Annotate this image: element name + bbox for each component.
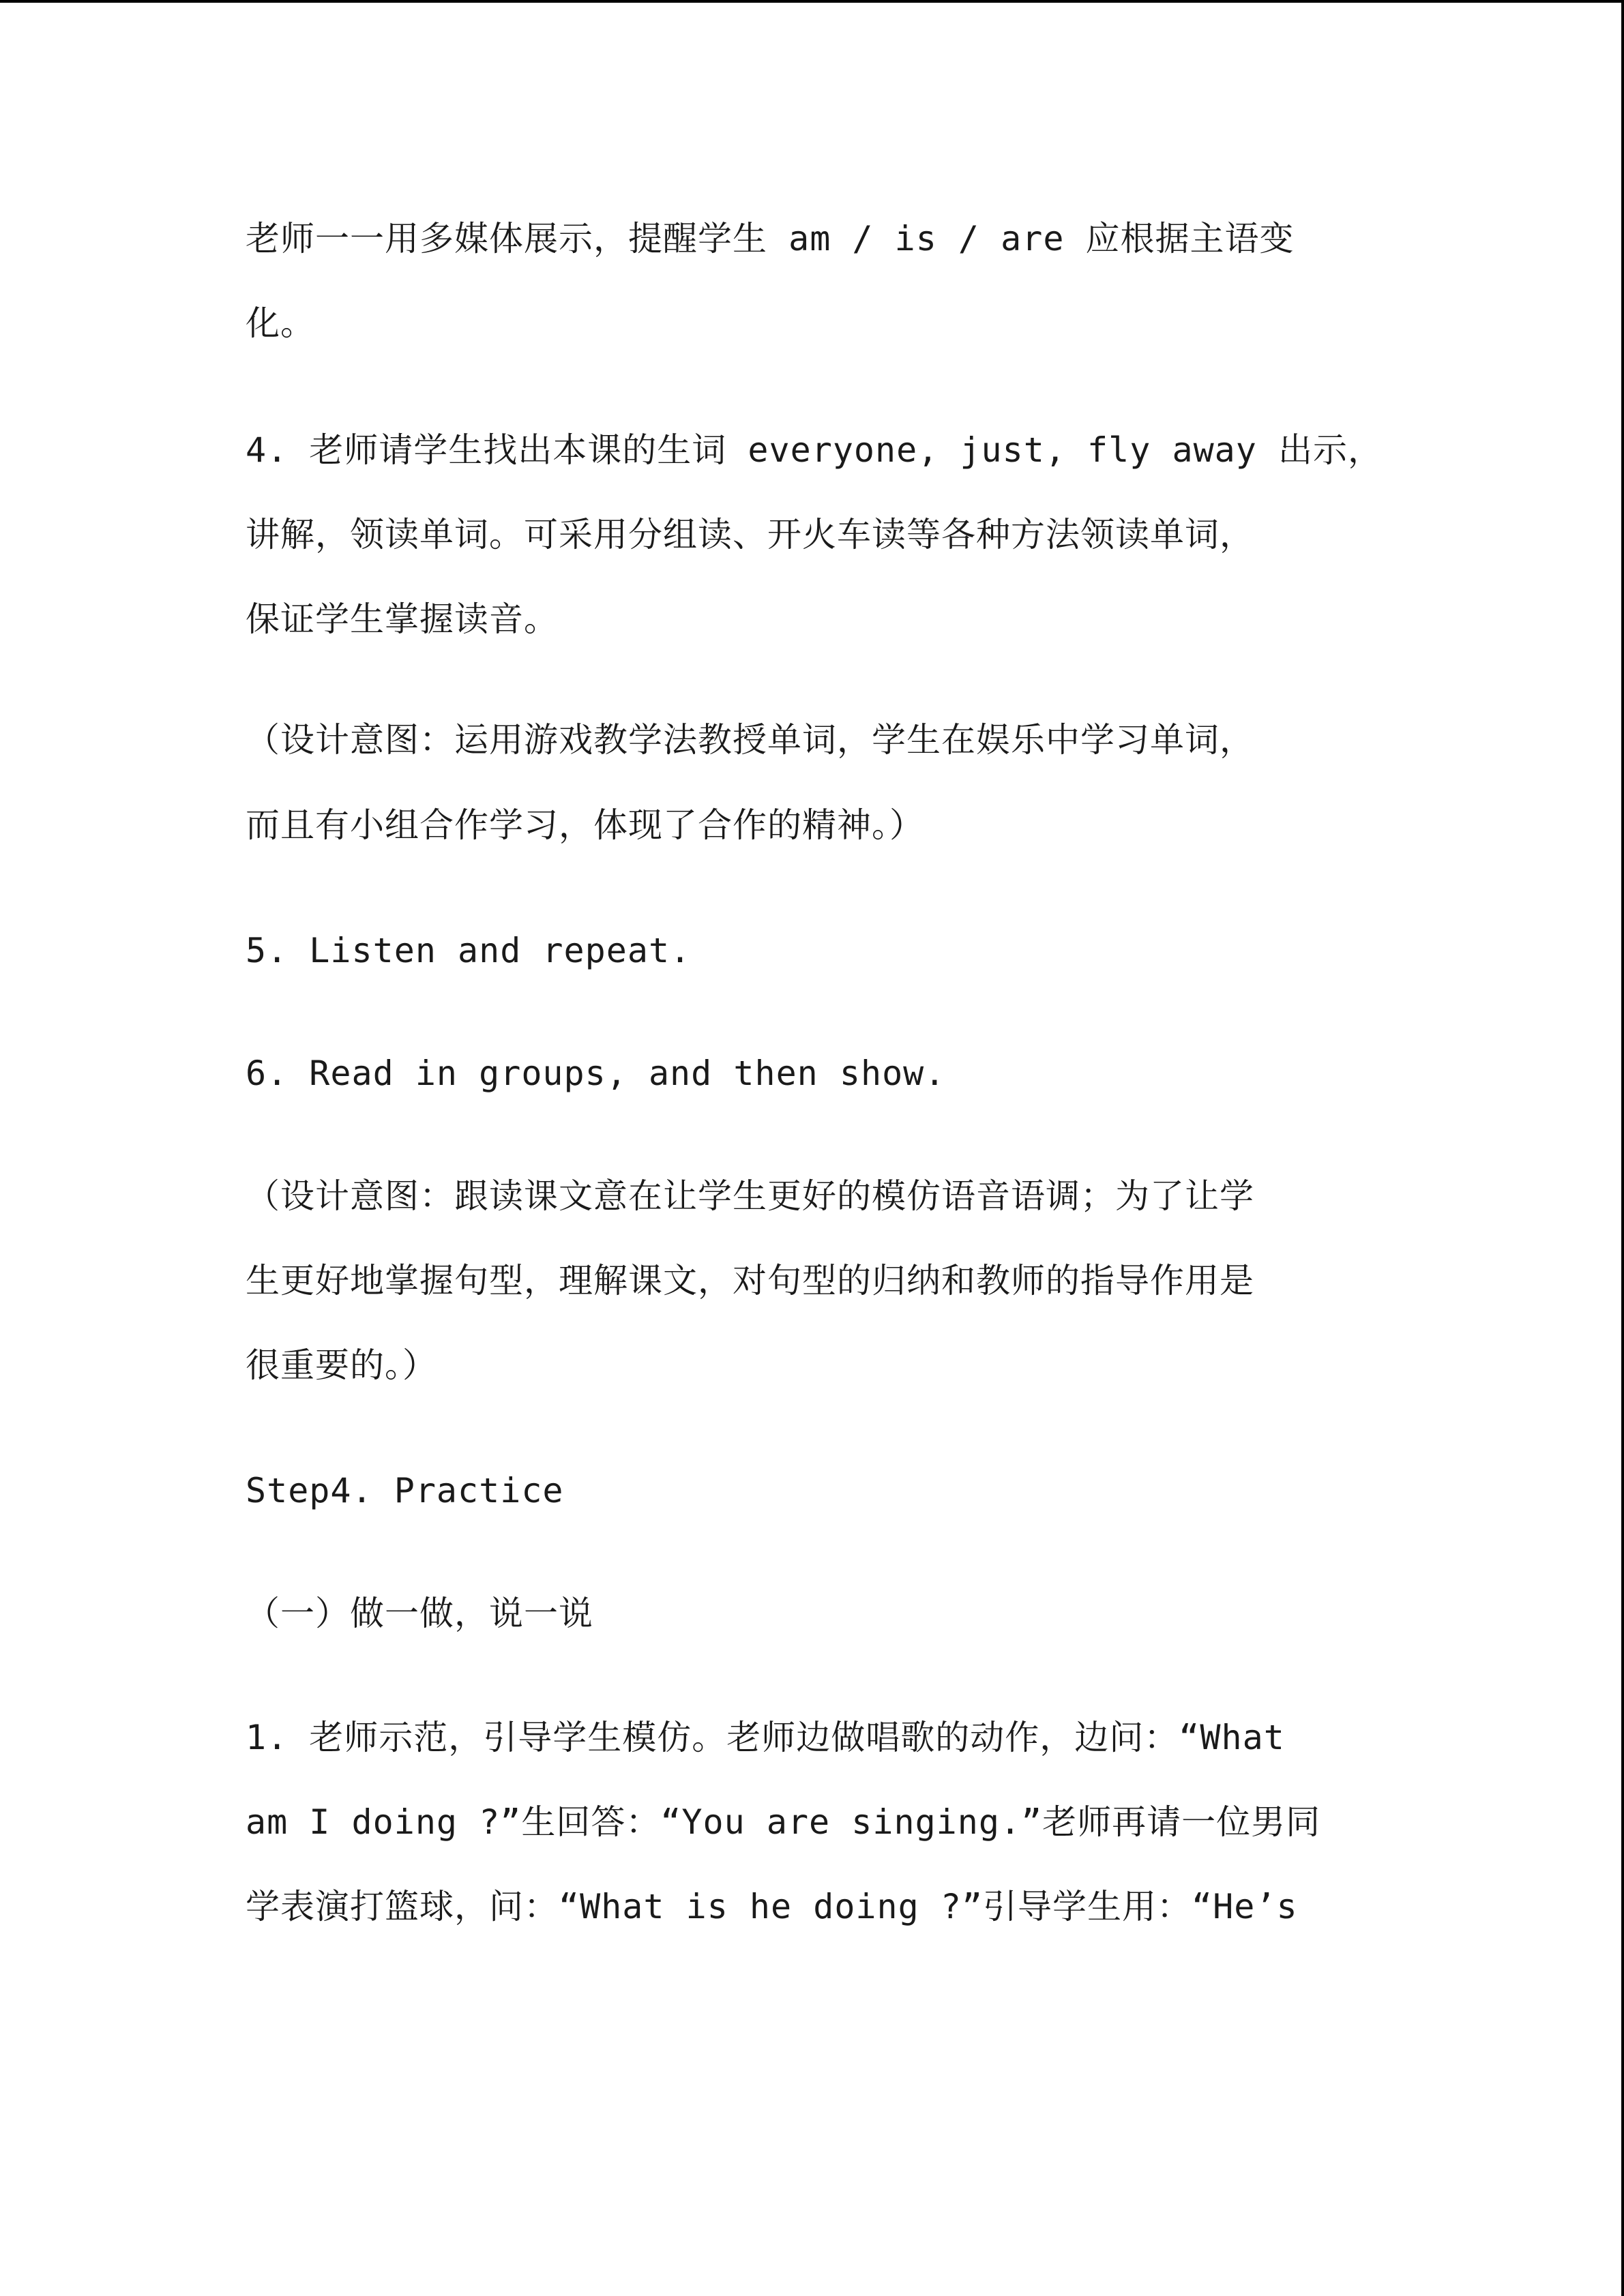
- paragraph-line: 保证学生掌握读音。: [246, 599, 559, 639]
- paragraph-line: 1. 老师示范，引导学生模仿。老师边做唱歌的动作，边问：“What: [246, 1718, 1285, 1757]
- subsection-heading: （一）做一做，说一说: [246, 1594, 593, 1633]
- design-intent-line: （设计意图：跟读课文意在让学生更好的模仿语音语调；为了让学: [246, 1176, 1254, 1216]
- page-border-right: [1621, 0, 1624, 2296]
- step-item-line: 5. Listen and repeat.: [246, 931, 692, 970]
- section-heading: Step4. Practice: [246, 1471, 564, 1510]
- design-intent-line: 很重要的。）: [246, 1345, 437, 1385]
- design-intent-line: 生更好地掌握句型，理解课文，对句型的归纳和教师的指导作用是: [246, 1261, 1254, 1300]
- paragraph-line: 学表演打篮球，问：“What is he doing ?”引导学生用：“He’s: [246, 1887, 1298, 1926]
- design-intent-line: 而且有小组合作学习，体现了合作的精神。）: [246, 805, 924, 845]
- paragraph-line: am I doing ?”生回答：“You are singing.”老师再请一位男同: [246, 1802, 1321, 1842]
- paragraph-line: 讲解，领读单词。可采用分组读、开火车读等各种方法领读单词，: [246, 515, 1254, 554]
- design-intent-line: （设计意图：运用游戏教学法教授单词，学生在娱乐中学习单词，: [246, 720, 1254, 760]
- step-item-line: 6. Read in groups, and then show.: [246, 1054, 946, 1093]
- page-border-top: [0, 0, 1624, 3]
- paragraph-line: 老师一一用多媒体展示，提醒学生 am / is / are 应根据主语变: [246, 219, 1295, 258]
- paragraph-line: 4. 老师请学生找出本课的生词 everyone, just, fly away 出示，: [246, 430, 1383, 470]
- paragraph-line: 化。: [246, 303, 315, 343]
